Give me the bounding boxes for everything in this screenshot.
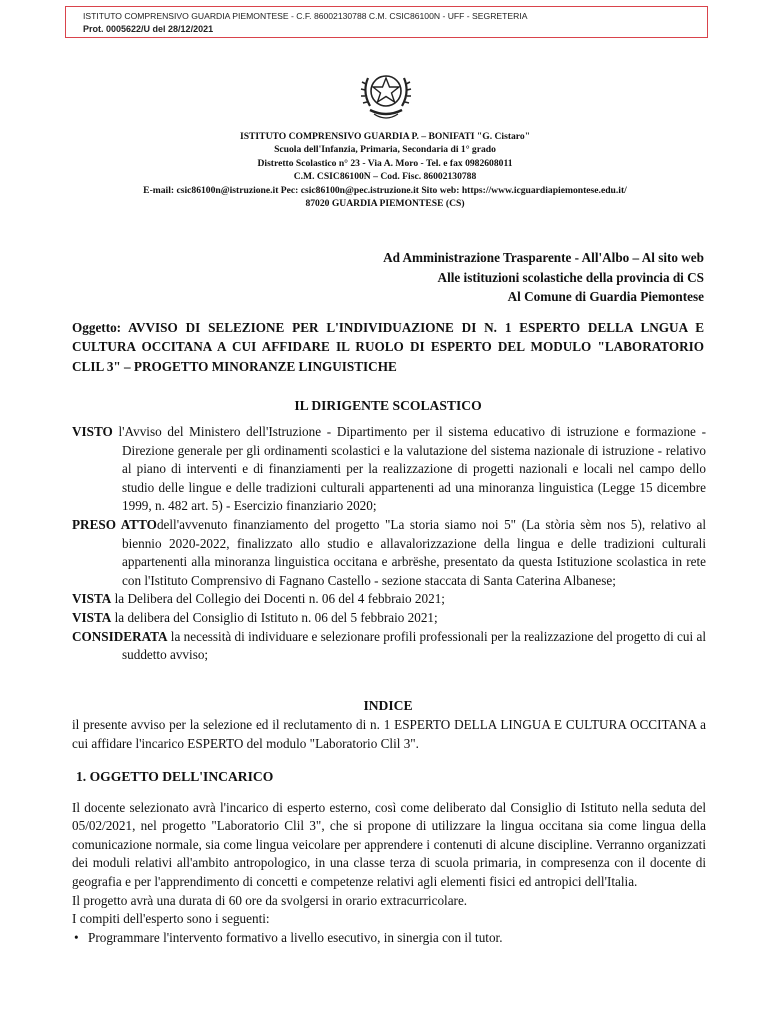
premises-list	[72, 423, 706, 665]
school-letterhead	[40, 130, 730, 210]
premise-keyword: VISTA	[72, 609, 112, 625]
premise-keyword: VISTO	[72, 424, 113, 439]
indice-text: il presente avviso per la selezione ed il reclutamento di n. 1 ESPERTO DELLA LINGUA E CULTURA OCCITANA a cui affidare l'incarico ESPERTO del modulo "Laboratorio Clil 3".	[72, 717, 706, 751]
school-name: ISTITUTO COMPRENSIVO GUARDIA P. – BONIFATI "G. Cistaro"	[239, 131, 531, 142]
premise-keyword: VISTA	[72, 591, 112, 607]
premise-text: l'Avviso del Ministero dell'Istruzione - Dipartimento per il sistema educativo di istruzione e formazione - Direzione generale per gli ordinamenti scolastici e la valutazione del sistema nazionale di istruzione - relativo al piano di interventi e di finanziamenti per la realizzazione di progetti nazionali e locali nel campo dello studio delle lingue e delle tradizioni culturali appartenenti ad una minoranza linguistica (Legge 15 dicembre 1999, n. 482 art. 5) - Esercizio finanziario 2020;	[112, 424, 706, 514]
premise-text: la delibera del Consiglio di Istituto n. 06 del 5 febbraio 2021;	[111, 609, 438, 625]
school-codes: C.M. CSIC86100N – Cod. Fisc. 86002130788	[293, 171, 477, 183]
protocol-stamp	[65, 6, 708, 38]
italian-republic-emblem-icon	[360, 64, 412, 126]
premise-vista-consiglio	[72, 609, 706, 628]
dirigente-heading: IL DIRIGENTE SCOLASTICO	[294, 398, 482, 413]
premise-visto	[72, 423, 706, 516]
section-1-paragraph-3: I compiti dell'esperto sono i seguenti:	[72, 911, 270, 927]
indice-heading: INDICE	[363, 698, 413, 713]
premise-text: la Delibera del Collegio dei Docenti n. 06 del 4 febbraio 2021;	[111, 591, 445, 607]
premise-keyword: PRESO ATTO	[72, 516, 157, 532]
school-levels: Scuola dell'Infanzia, Primaria, Secondaria di 1° grado	[274, 144, 496, 156]
section-1-bullet-1: • Programmare l'intervento formativo a livello esecutivo, in sinergia con il tutor.	[72, 929, 706, 948]
stamp-protocol-number: Prot. 0005622/U del 28/12/2021	[83, 24, 214, 34]
stamp-institute-line: ISTITUTO COMPRENSIVO GUARDIA PIEMONTESE - C.F. 86002130788 C.M. CSIC86100N - UFF - SEGRETERIA	[83, 11, 528, 21]
addressee-2: Alle istituzioni scolastiche della provincia di CS	[437, 269, 704, 285]
addressees	[383, 248, 704, 307]
section-1-paragraph-2: Il progetto avrà una durata di 60 ore da svolgersi in orario extracurricolare.	[72, 892, 468, 908]
subject-line: Oggetto: AVVISO DI SELEZIONE PER L'INDIVIDUAZIONE DI N. 1 ESPERTO DELLA LNGUA E CULTURA OCCITANA A CUI AFFIDARE IL RUOLO DI ESPERTO DEL MODULO "LABORATORIO CLIL 3" – PROGETTO MINORANZE LINGUISTICHE	[72, 320, 704, 374]
school-city: 87020 GUARDIA PIEMONTESE (CS)	[305, 198, 465, 210]
section-1-paragraph-1: Il docente selezionato avrà l'incarico di esperto esterno, così come deliberato dal Consiglio di Istituto nella seduta del 05/02/2021, nel progetto "Laboratorio Clil 3", che si propone di utilizzare la lingua occitana sia come lingua della comunicazione normale, sia come lingua veicolare per apprendere i contenuti di alcune discipline. Verranno organizzati dei moduli relativi all'ambito antropologico, in una classe terza di scuola primaria, in compresenza con il docente di geografia e per l'apprendimento di concetti e competenze relativi agli elementi fisici ed antropici dell'Italia.	[72, 799, 706, 889]
premise-considerata	[72, 628, 706, 665]
premise-keyword: CONSIDERATA	[72, 628, 168, 644]
premise-text: dell'avvenuto finanziamento del progetto "La storia siamo noi 5" (La stòria sèm nos 5), relativo al biennio 2020-2022, finalizzato allo studio e allavalorizzazione della lingua e delle tradizioni culturali appartenenti alla minoranza linguistica occitana e arbrëshe, presentato da questa Istituzione scolastica in rete con l'Istituto Comprensivo di Fagnano Castello - sezione staccata di Santa Caterina Albanese;	[122, 516, 706, 588]
section-1	[72, 768, 706, 947]
section-1-title: 1. OGGETTO DELL'INCARICO	[76, 769, 274, 784]
school-address: Distretto Scolastico n° 23 - Via A. Moro - Tel. e fax 0982608011	[257, 157, 513, 169]
addressee-3: Al Comune di Guardia Piemontese	[507, 289, 704, 304]
premise-vista-collegio	[72, 590, 706, 609]
premise-text: la necessità di individuare e selezionare profili professionali per la realizzazione del progetto di cui al suddetto avviso;	[122, 628, 706, 663]
school-contacts: E-mail: csic86100n@istruzione.it Pec: csic86100n@pec.istruzione.it Sito web: https://www.icguardiapiemontese.edu.it/	[143, 184, 627, 196]
premise-preso-atto	[72, 516, 706, 590]
addressee-1: Ad Amministrazione Trasparente - All'Albo – Al sito web	[383, 250, 704, 265]
